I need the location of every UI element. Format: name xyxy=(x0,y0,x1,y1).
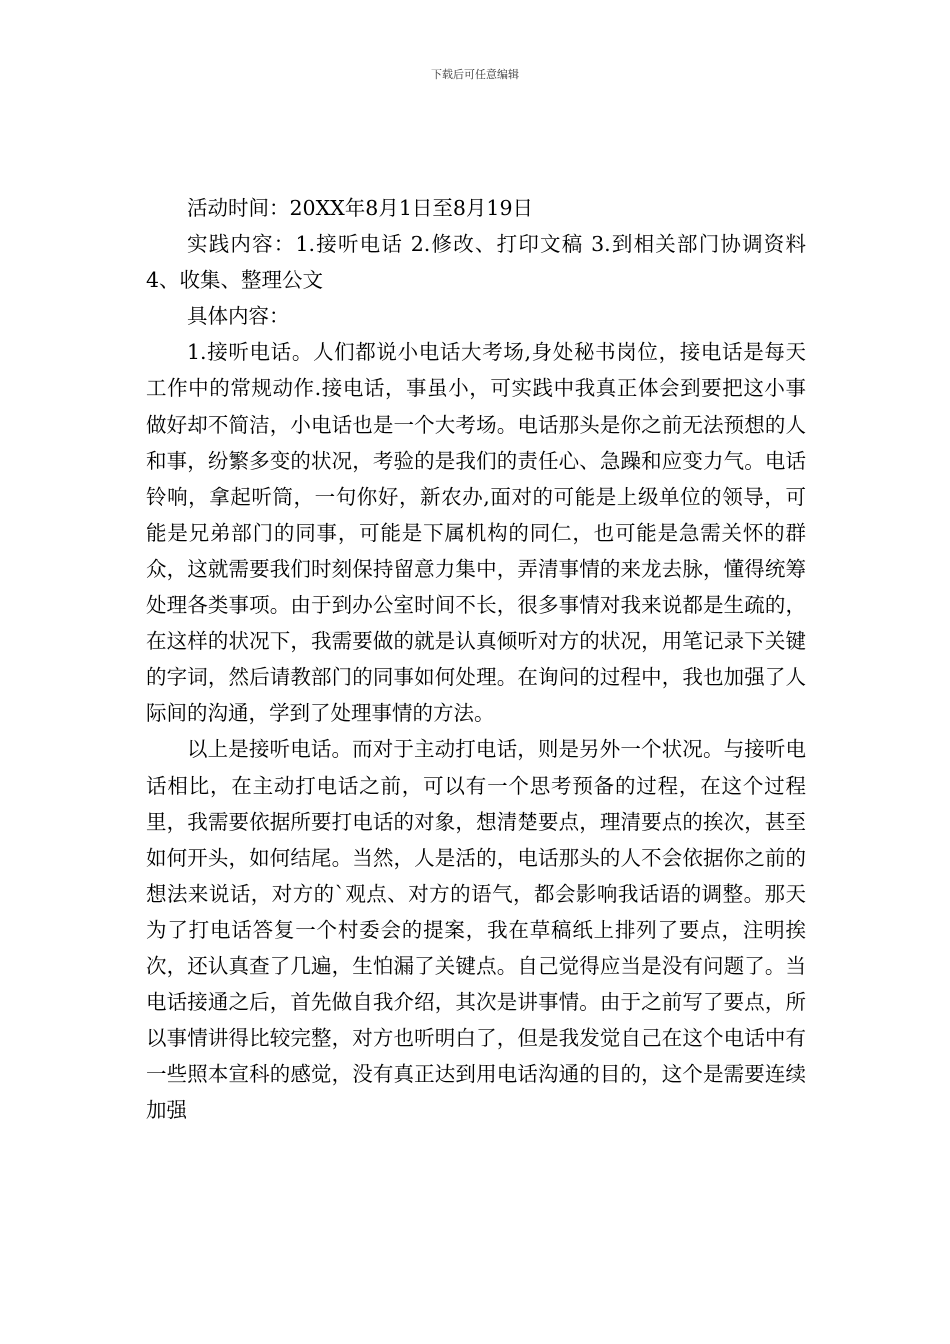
paragraph-specific-content-heading: 具体内容： xyxy=(187,304,290,329)
document-body xyxy=(146,190,806,1128)
paragraph-practice-content: 实践内容：1.接听电话 2.修改、打印文稿 3.到相关部门协调资料 4、收集、整理公文 xyxy=(146,232,806,293)
paragraph-activity-time: 活动时间：20XX年8月1日至8月19日 xyxy=(187,196,533,220)
paragraph-answering-calls: 1.接听电话。人们都说小电话大考场,身处秘书岗位，接电话是每天工作中的常规动作.接电话，事虽小，可实践中我真正体会到要把这小事做好却不简洁，小电话也是一个大考场。电话那头是你之前无法预想的人和事，纷繁多变的状况，考验的是我们的责任心、急躁和应变力气。电话铃响，拿起听筒，一句你好，新农办,面对的可能是上级单位的领导，可能是兄弟部门的同事，可能是下属机构的同仁，也可能是急需关怀的群众，这就需要我们时刻保持留意力集中，弄清事情的来龙去脉，懂得统筹处理各类事项。由于到办公室时间不长，很多事情对我来说都是生疏的，在这样的状况下，我需要做的就是认真倾听对方的状况，用笔记录下关键的字词，然后请教部门的同事如何处理。在询问的过程中，我也加强了人际间的沟通，学到了处理事情的方法。 xyxy=(146,340,806,726)
paragraph-making-calls: 以上是接听电话。而对于主动打电话，则是另外一个状况。与接听电话相比，在主动打电话之前，可以有一个思考预备的过程，在这个过程里，我需要依据所要打电话的对象，想清楚要点，理清要点的挨次，甚至如何开头，如何结尾。当然，人是活的，电话那头的人不会依据你之前的想法来说话，对方的`观点、对方的语气，都会影响我话语的调整。那天为了打电话答复一个村委会的提案，我在草稿纸上排列了要点，注明挨次，还认真查了几遍，生怕漏了关键点。自己觉得应当是没有问题了。当电话接通之后，首先做自我介绍，其次是讲事情。由于之前写了要点，所以事情讲得比较完整，对方也听明白了，但是我发觉自己在这个电话中有一些照本宣科的感觉，没有真正达到用电话沟通的目的，这个是需要连续加强 xyxy=(146,737,806,1123)
page-header: 下载后可任意编辑 xyxy=(431,68,519,81)
